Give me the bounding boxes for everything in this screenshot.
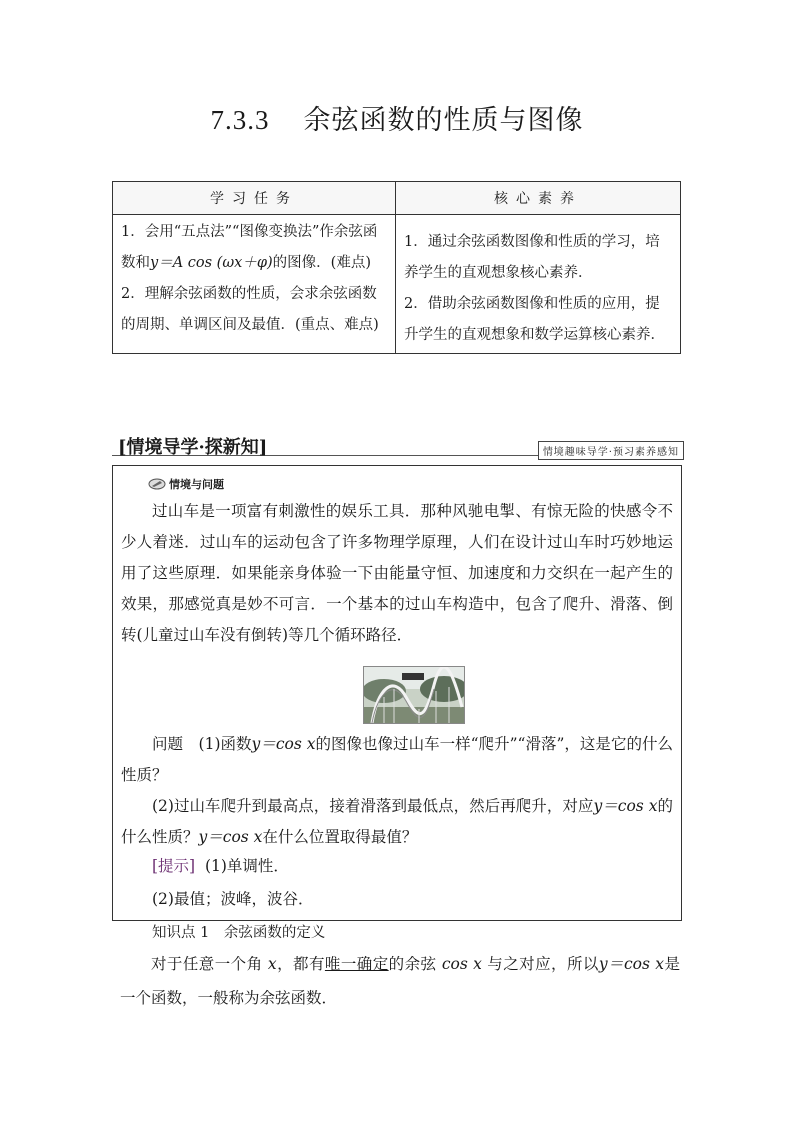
page-title: [0, 98, 794, 137]
question-2-text-c: 在什么位置取得最值？: [262, 828, 418, 846]
section-header-title: [情境导学·探新知]: [118, 437, 268, 458]
kp-text-5: 是一个函数，一般称为余弦函数．: [120, 955, 680, 1007]
learning-goals-table: [112, 181, 681, 354]
table-header-tasks: 学习任务: [113, 182, 396, 215]
task-1-equation: y＝A cos (ωx＋φ): [150, 255, 273, 271]
hint-label: [提示]: [152, 857, 196, 875]
kp-cos: cos x: [441, 955, 482, 973]
scenario-tag: [148, 476, 224, 492]
question-1-text-b: 的图像也像过山车一样“爬升”“滑落”，这是它的什么性质？: [121, 735, 673, 784]
tasks-cell: [113, 215, 396, 354]
task-2: 2．理解余弦函数的性质，会求余弦函数的周期、单调区间及最值．(重点、难点): [121, 286, 379, 333]
hint-line-1: [152, 854, 289, 876]
question-2-equation: y＝cos x: [593, 797, 658, 815]
table-header-literacy: 核心素养: [396, 182, 681, 215]
question-1: [121, 729, 673, 791]
task-1a: 1．会用“五点法”“图像变换法”作余弦函数和: [121, 224, 378, 271]
section-header: [112, 431, 684, 456]
question-1-equation: y＝cos x: [251, 735, 316, 753]
scenario-paragraph: 过山车是一项富有刺激性的娱乐工具．那种风驰电掣、有惊无险的快感令不少人着迷．过山车的运动包含了许多物理学原理，人们在设计过山车时巧妙地运用了这些原理．如果能亲身体验一下由能量守恒、加速度和力交织在一起产生的效果，那感觉真是妙不可言．一个基本的过山车构造中，包含了爬升、滑落、倒转(儿童过山车没有倒转)等几个循环路径．: [121, 502, 673, 644]
hint-answer-2: (2)最值；波峰，波谷．: [152, 890, 314, 908]
literacy-1: 1．通过余弦函数图像和性质的学习，培养学生的直观想象核心素养．: [404, 234, 660, 281]
question-2-text-b: 的什么性质？: [121, 797, 673, 846]
roller-coaster-image: [363, 666, 465, 724]
question-1-text-a: 问题 (1)函数: [152, 735, 252, 753]
scenario-box: [112, 465, 682, 921]
kp-var-x: x: [267, 955, 277, 973]
hint-answer-1: (1)单调性．: [204, 857, 289, 875]
section-number: 7.3.3: [210, 105, 270, 135]
kp-text-4: 与之对应，所以: [487, 955, 599, 973]
literacy-cell: [396, 215, 681, 354]
section-header-tag: 情境趣味导学·预习素养感知: [538, 441, 684, 460]
knowledge-point-text: [120, 947, 680, 1015]
task-1b: 的图像．(难点): [272, 255, 371, 271]
kp-underline: 唯一确定: [324, 955, 389, 973]
kp-text-3: 的余弦: [388, 955, 437, 973]
pencil-icon: [148, 478, 166, 490]
kp-text-2: ，都有: [276, 955, 325, 973]
scenario-tag-label: 情境与问题: [169, 478, 224, 491]
knowledge-point-label: 知识点 1 余弦函数的定义: [152, 925, 326, 941]
literacy-2: 2．借助余弦函数图像和性质的应用，提升学生的直观想象和数学运算核心素养．: [404, 296, 665, 343]
question-2: [121, 791, 673, 853]
section-title: 余弦函数的性质与图像: [303, 105, 584, 136]
question-2-text-a: (2)过山车爬升到最高点，接着滑落到最低点，然后再爬升，对应: [152, 797, 594, 815]
question-2-equation-2: y＝cos x: [198, 828, 263, 846]
kp-equation: y＝cos x: [598, 955, 665, 973]
kp-text-1: 对于任意一个角: [151, 955, 263, 973]
